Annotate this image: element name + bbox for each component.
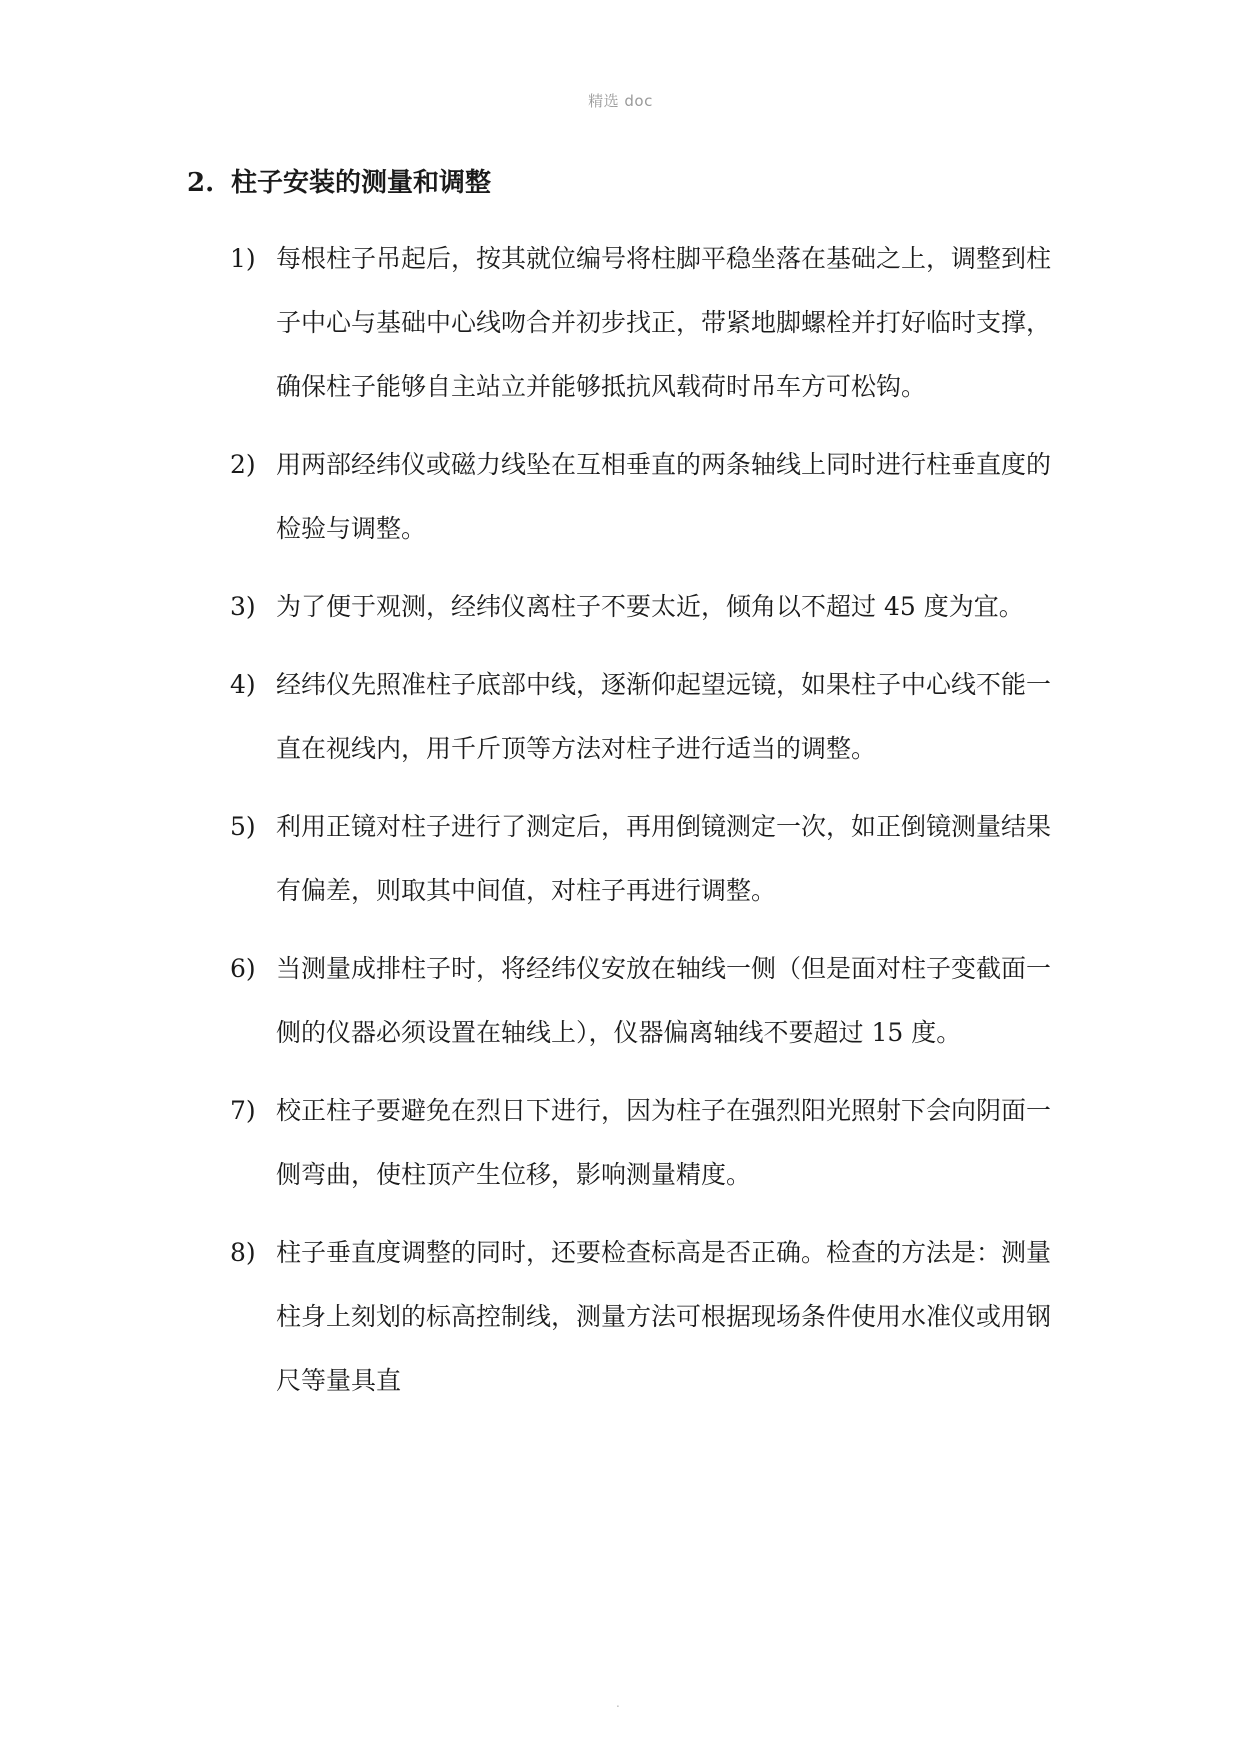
procedure-list: [230, 227, 1060, 1427]
list-item: [230, 937, 1060, 1065]
section-heading: [187, 163, 491, 203]
list-item-text: 校正柱子要避免在烈日下进行，因为柱子在强烈阳光照射下会向阴面一侧弯曲，使柱顶产生位移，影响测量精度。: [276, 1096, 1052, 1189]
section-number: 2.: [187, 168, 215, 198]
list-item-text: 为了便于观测，经纬仪离柱子不要太近，倾角以不超过 45 度为宜。: [276, 592, 1024, 621]
section-title: 柱子安装的测量和调整: [231, 168, 492, 198]
list-item: [230, 575, 1060, 639]
list-item-text: 每根柱子吊起后，按其就位编号将柱脚平稳坐落在基础之上，调整到柱子中心与基础中心线吻合并初步找正，带紧地脚螺栓并打好临时支撑，确保柱子能够自主站立并能够抵抗风载荷时吊车方可松钩。: [276, 244, 1052, 401]
list-item-marker: 2): [230, 450, 256, 479]
list-item-marker: 4): [230, 670, 256, 699]
page-footer-mark: .: [616, 1696, 620, 1710]
list-item-marker: 8): [230, 1238, 256, 1267]
list-item-text: 柱子垂直度调整的同时，还要检查标高是否正确。检查的方法是：测量柱身上刻划的标高控制线，测量方法可根据现场条件使用水准仪或用钢尺等量具直: [276, 1238, 1052, 1395]
list-item-marker: 1): [230, 244, 256, 273]
list-item-text: 利用正镜对柱子进行了测定后，再用倒镜测定一次，如正倒镜测量结果有偏差，则取其中间值，对柱子再进行调整。: [276, 812, 1052, 905]
list-item-text: 当测量成排柱子时，将经纬仪安放在轴线一侧（但是面对柱子变截面一侧的仪器必须设置在轴线上），仪器偏离轴线不要超过 15 度。: [276, 954, 1052, 1047]
list-item-marker: 7): [230, 1096, 256, 1125]
list-item: [230, 227, 1060, 419]
list-item: [230, 1221, 1060, 1413]
list-item-marker: 6): [230, 954, 256, 983]
list-item-marker: 3): [230, 592, 256, 621]
list-item-text: 经纬仪先照准柱子底部中线，逐渐仰起望远镜，如果柱子中心线不能一直在视线内，用千斤顶等方法对柱子进行适当的调整。: [276, 670, 1052, 763]
list-item-text: 用两部经纬仪或磁力线坠在互相垂直的两条轴线上同时进行柱垂直度的检验与调整。: [276, 450, 1052, 543]
list-item: [230, 1079, 1060, 1207]
list-item: [230, 795, 1060, 923]
list-item-marker: 5): [230, 812, 256, 841]
list-item: [230, 653, 1060, 781]
page-header: 精选 doc: [588, 92, 653, 110]
list-item: [230, 433, 1060, 561]
